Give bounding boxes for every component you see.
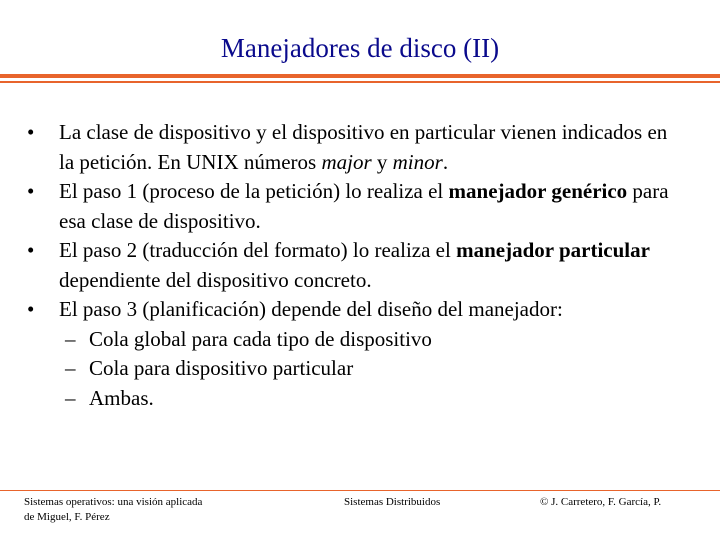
bullet-marker: • [27,297,35,321]
bullet-text-segment: para esa clase de dispositivo. [59,179,669,233]
bullet-text-segment: y [371,149,393,174]
bullet-text-segment: La clase de dispositivo y el dispositivo en particular vienen indicados en la petición. En UNIX números [59,120,668,174]
title-rule-thin [0,81,720,83]
sub-bullet-text: Cola global para cada tipo de dispositivo [89,326,432,351]
footer-course: Sistemas Distribuidos [344,496,441,508]
footer-authors: de Miguel, F. Pérez [24,511,110,523]
bullet-marker: • [27,120,35,144]
sub-bullet-item [25,325,685,355]
bullet-item [25,236,685,295]
bullet-item [25,118,685,177]
footer-rule [0,490,720,491]
footer-book-title: Sistemas operativos: una visión aplicada [24,496,203,508]
sub-bullet-marker: – [65,326,76,351]
sub-bullet-marker: – [65,356,76,380]
bullet-text-segment: El paso 1 (proceso de la petición) lo realiza el [59,179,449,203]
title-rule-thick [0,74,720,78]
bullet-text-segment: minor [392,149,443,174]
footer-copyright: © J. Carretero, F. García, P. [540,496,662,508]
bullet-text-segment: . [442,149,449,174]
bullet-item [25,295,685,325]
bullet-text-segment: El paso 3 (planificación) depende del diseño del manejador: [59,297,563,321]
bullet-item [25,177,685,236]
bullet-text-segment: major [321,149,372,174]
bullet-marker: • [27,179,35,203]
bullet-text-segment: manejador particular [456,238,650,262]
bullet-marker: • [27,238,35,262]
bullet-list [25,118,685,413]
sub-bullet-marker: – [65,385,76,410]
bullet-text-segment: El paso 2 (traducción del formato) lo realiza el [59,238,457,262]
footer-left [24,495,284,525]
sub-bullet-item [25,384,685,414]
sub-bullet-item [25,354,685,384]
sub-bullet-text: Cola para dispositivo particular [89,356,354,380]
sub-bullet-text: Ambas. [89,385,154,410]
bullet-text-segment: dependiente del dispositivo concreto. [59,267,372,292]
slide-title: Manejadores de disco (II) [220,33,500,63]
bullet-text-segment: manejador genérico [448,179,628,203]
